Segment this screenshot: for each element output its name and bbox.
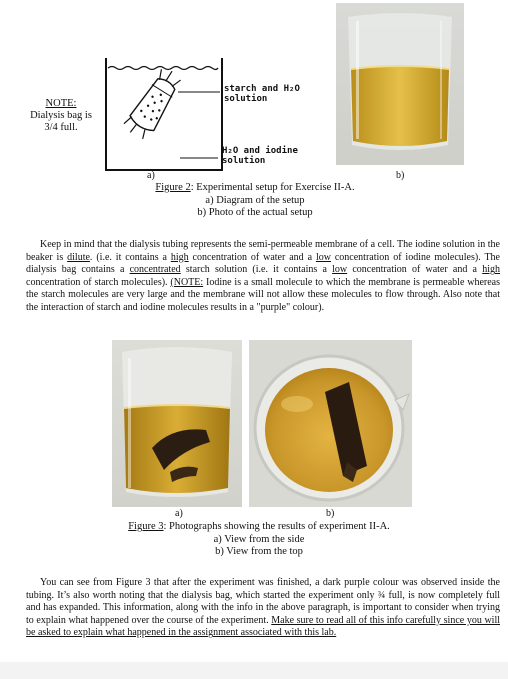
figure3-label: Figure 3 xyxy=(128,521,164,532)
page-bottom-strip xyxy=(0,662,508,679)
figure2-label: Figure 2 xyxy=(155,182,191,193)
p2-underline-1: Make sure to read all of this info carefully since you will be asked to explain what happened in the assignment associated with this lab. xyxy=(26,614,500,639)
figure3-line-a: a) View from the side xyxy=(213,533,305,545)
note-label: NOTE: xyxy=(45,98,77,109)
note-text: Dialysis bag is 3/4 full. xyxy=(30,110,92,133)
p1-text-3: concentration of water and a xyxy=(188,251,316,263)
figure3-sub-a: a) xyxy=(175,508,183,519)
figure3-line-b: b) View from the top xyxy=(215,546,303,557)
p1-text-6: concentration of water and a xyxy=(347,264,483,276)
paragraph-results xyxy=(26,577,500,640)
dialysis-note xyxy=(26,98,96,134)
result-photo-side xyxy=(112,340,242,507)
p1-underline-2: high xyxy=(170,251,189,263)
p1-underline-3: low xyxy=(315,251,331,263)
setup-photo xyxy=(336,3,464,165)
result-photo-top xyxy=(249,340,412,507)
p1-text-8: Iodine is a small molecule to which the membrane is permeable whereas the starch molecules are very large and the membrane will not allow these molecules to flow through. Also note that the interaction of starch and iodine molecules results in a "purple" colour). xyxy=(26,276,500,313)
figure2-line-a: a) Diagram of the setup xyxy=(205,194,305,206)
dialysis-bag-drawing xyxy=(122,64,186,142)
figure2-sub-b: b) xyxy=(396,170,405,181)
figure2-line-b: b) Photo of the actual setup xyxy=(197,207,313,218)
figure3-sub-b: b) xyxy=(326,508,335,519)
diagram-label-starch: starch and H₂O solution xyxy=(224,84,300,104)
p1-text-2: . (i.e. it contains a xyxy=(89,251,171,263)
figure2-sub-a: a) xyxy=(147,170,155,181)
p1-text-4: concentration of iodine molecules). The dialysis bag contains a xyxy=(26,251,500,276)
p1-text-5: starch solution (i.e. it contains a xyxy=(180,264,333,276)
figure3-caption xyxy=(100,521,418,559)
p1-text-7: concentration of starch molecules). xyxy=(26,276,171,288)
p2-text-1: You can see from Figure 3 that after the experiment was finished, a dark purple colour was observed inside the tubing. It’s also worth noting that the dialysis bag, which started the experiment only ¾ full, is now completely full and has expanded. This information, along with the info in the above paragraph, is important to consider when trying to explain what happened over the course of the experiment. xyxy=(26,577,500,626)
p1-underline-1: dilute xyxy=(67,251,90,263)
p1-underline-7: (NOTE: xyxy=(170,276,204,288)
p1-underline-5: low xyxy=(332,264,348,276)
diagram-label-iodine: H₂O and iodine solution xyxy=(222,146,298,166)
figure2-caption xyxy=(110,182,400,220)
p1-text-1: Keep in mind that the dialysis tubing represents the semi-permeable membrane of a cell. The iodine solution in the beaker is xyxy=(26,239,500,263)
figure3-title: : Photographs showing the results of experiment II-A. xyxy=(163,521,390,532)
figure2-title: : Experimental setup for Exercise II-A. xyxy=(190,182,355,193)
p1-underline-6: high xyxy=(482,264,500,276)
p1-underline-4: concentrated xyxy=(129,264,181,276)
paragraph-membrane xyxy=(26,239,500,315)
